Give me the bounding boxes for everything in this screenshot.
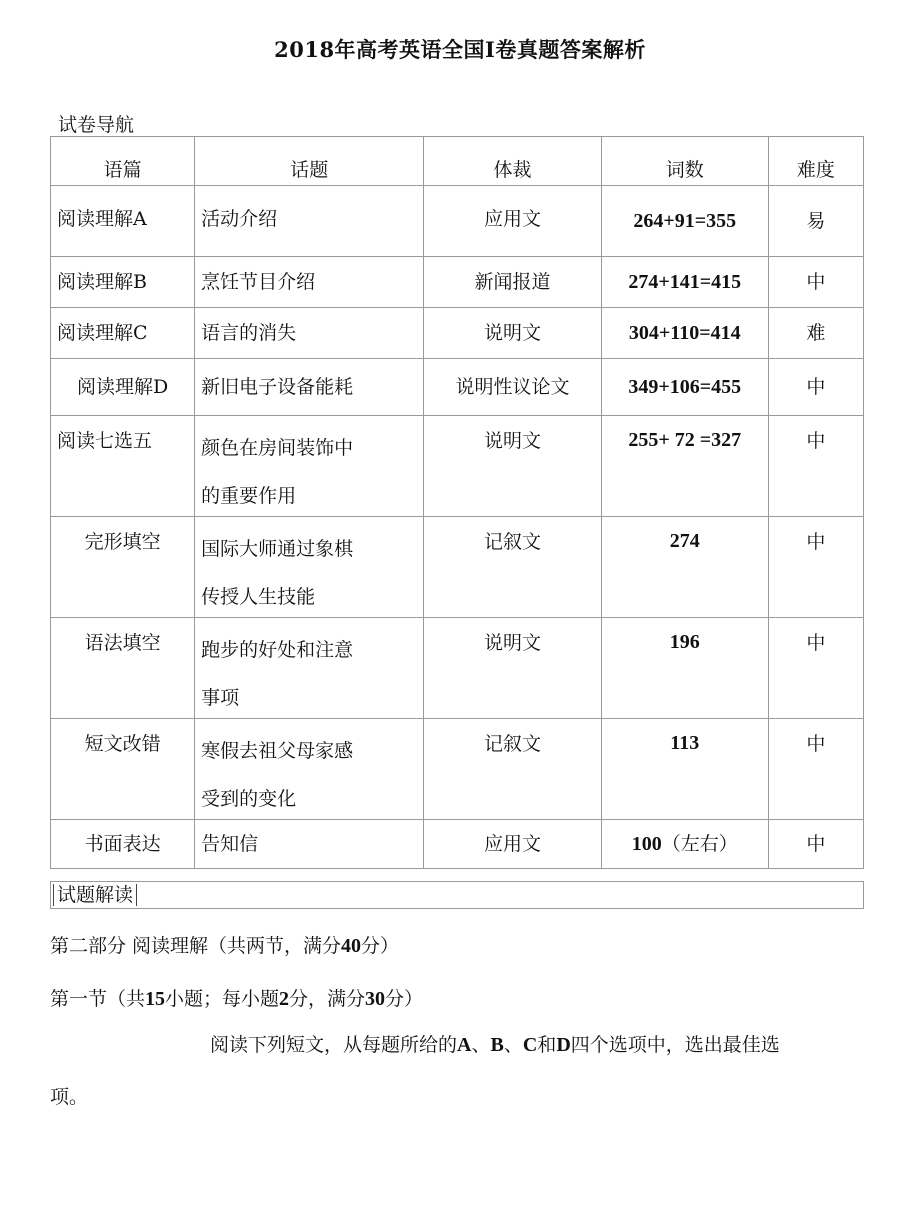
part-cell: 阅读理解D: [51, 359, 195, 416]
table-row: [51, 517, 864, 618]
part-cell: 语法填空: [51, 618, 195, 719]
topic-cell: 告知信: [195, 820, 424, 869]
table-row: [51, 257, 864, 308]
level-cell: 易: [768, 186, 863, 257]
words-cell: 274: [601, 517, 768, 618]
part-cell: 书面表达: [51, 820, 195, 869]
instructions-paragraph: 阅读下列短文，从每题所给的A、B、C和D四个选项中，选出最佳选: [210, 1034, 780, 1056]
part-cell: 阅读七选五: [51, 416, 195, 517]
part-cell: 阅读理解A: [51, 186, 195, 257]
header-cell: 体裁: [424, 137, 601, 186]
words-cell: 196: [601, 618, 768, 719]
topic-cell: 语言的消失: [195, 308, 424, 359]
level-cell: 中: [768, 416, 863, 517]
table-row: [51, 186, 864, 257]
level-cell: 中: [768, 618, 863, 719]
level-cell: 中: [768, 820, 863, 869]
words-cell: 255+ 72 =327: [601, 416, 768, 517]
header-cell: 难度: [768, 137, 863, 186]
words-cell: 274+141=415: [601, 257, 768, 308]
page-title: 2018年高考英语全国I卷真题答案解析: [274, 37, 646, 62]
words-cell: 113: [601, 719, 768, 820]
level-cell: 中: [768, 517, 863, 618]
topic-cell: 寒假去祖父母家感 受到的变化: [195, 719, 424, 820]
level-cell: 中: [768, 359, 863, 416]
genre-cell: 说明性议论文: [424, 359, 601, 416]
table-row: [51, 719, 864, 820]
part-cell: 短文改错: [51, 719, 195, 820]
table-row: [51, 359, 864, 416]
words-cell: 304+110=414: [601, 308, 768, 359]
words-cell: 264+91=355: [601, 186, 768, 257]
words-note: （左右）: [661, 833, 738, 855]
nav-section-label: 试卷导航: [58, 114, 135, 136]
table-row: [51, 308, 864, 359]
genre-cell: 新闻报道: [424, 257, 601, 308]
level-cell: 难: [768, 308, 863, 359]
part-cell: 阅读理解C: [51, 308, 195, 359]
part-cell: 完形填空: [51, 517, 195, 618]
header-cell: 话题: [195, 137, 424, 186]
topic-cell: 新旧电子设备能耗: [195, 359, 424, 416]
instructions-continuation: 项。: [50, 1086, 89, 1108]
level-cell: 中: [768, 719, 863, 820]
header-cell: 词数: [601, 137, 768, 186]
section-title: 试题解读: [53, 884, 137, 906]
genre-cell: 说明文: [424, 416, 601, 517]
exam-navigation-table: [50, 136, 864, 869]
genre-cell: 应用文: [424, 186, 601, 257]
topic-cell: 国际大师通过象棋 传授人生技能: [195, 517, 424, 618]
level-cell: 中: [768, 257, 863, 308]
section-header-box: [50, 881, 864, 909]
topic-cell: 颜色在房间装饰中 的重要作用: [195, 416, 424, 517]
genre-cell: 记叙文: [424, 517, 601, 618]
header-cell: 语篇: [51, 137, 195, 186]
section-one-heading: 第一节（共15小题；每小题2分，满分30分）: [50, 988, 424, 1010]
genre-cell: 记叙文: [424, 719, 601, 820]
topic-cell: 活动介绍: [195, 186, 424, 257]
genre-cell: 说明文: [424, 618, 601, 719]
part-cell: 阅读理解B: [51, 257, 195, 308]
table-header-row: [51, 137, 864, 186]
table-row: [51, 618, 864, 719]
table-row: [51, 820, 864, 869]
genre-cell: 说明文: [424, 308, 601, 359]
topic-cell: 烹饪节目介绍: [195, 257, 424, 308]
words-cell: 349+106=455: [601, 359, 768, 416]
words-cell: 100（左右）: [601, 820, 768, 869]
part-two-heading: 第二部分 阅读理解（共两节，满分40分）: [50, 935, 400, 957]
table-row: [51, 416, 864, 517]
topic-cell: 跑步的好处和注意 事项: [195, 618, 424, 719]
genre-cell: 应用文: [424, 820, 601, 869]
